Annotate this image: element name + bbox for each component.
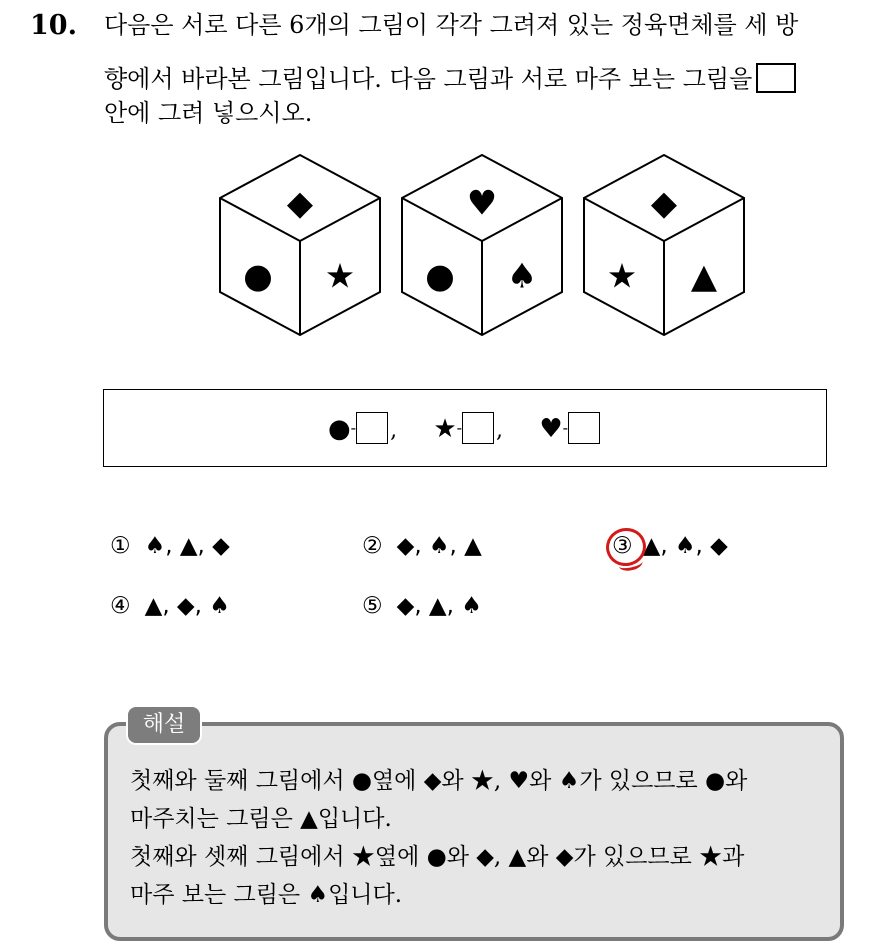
cube-top-face-symbol: ◆ [650, 183, 678, 224]
pair-dash: - [350, 418, 357, 437]
choice-text: ◆, ▲, ♠ [396, 593, 482, 619]
pair-heart [539, 410, 602, 449]
choice-number: ② [362, 533, 383, 559]
answer-blank-3[interactable] [568, 412, 600, 444]
answer-blank-1[interactable] [356, 412, 388, 444]
choice-4[interactable] [110, 590, 230, 622]
choice-text: ▲, ◆, ♠ [144, 593, 230, 619]
cube-right-face-symbol: ★ [324, 256, 356, 297]
pair-comma: , [496, 418, 504, 443]
cube-3 [584, 155, 744, 335]
question-text-line-1: 다음은 서로 다른 6개의 그림이 각각 그려져 있는 정육면체를 세 방 [104, 11, 799, 39]
choice-text: ◆, ♠, ▲ [396, 533, 482, 559]
answer-box [103, 389, 827, 467]
explanation-line-2: 마주치는 그림은 ▲입니다. [130, 806, 392, 832]
choice-text: ▲, ♠, ◆ [642, 533, 728, 559]
cube-top-face-symbol: ◆ [286, 183, 314, 224]
cube-top-face-symbol: ♥ [466, 183, 498, 224]
choice-number: ⑤ [362, 593, 383, 619]
pair-symbol: ♥ [539, 414, 563, 444]
choice-text: ♠, ▲, ◆ [144, 533, 230, 559]
explanation-line-1: 첫째와 둘째 그림에서 ●옆에 ◆와 ★, ♥와 ♠가 있으므로 ●와 [130, 768, 748, 794]
explanation-line-4: 마주 보는 그림은 ♠입니다. [130, 882, 403, 908]
pair-dash: - [562, 418, 569, 437]
question-number: 10. [30, 10, 77, 41]
choice-1[interactable] [110, 530, 230, 562]
pair-comma: , [390, 418, 398, 443]
pair-symbol: ● [327, 414, 351, 444]
answer-pairs-row [104, 410, 826, 449]
answer-blank-2[interactable] [462, 412, 494, 444]
cube-left-face-symbol: ● [243, 256, 273, 297]
question-text-line-3: 안에 그려 넣으시오. [104, 99, 313, 127]
choice-5[interactable] [362, 590, 482, 622]
pair-dash: - [456, 418, 463, 437]
choice-2[interactable] [362, 530, 482, 562]
choice-number: ④ [110, 593, 131, 619]
cube-left-face-symbol: ★ [606, 256, 638, 297]
cube-right-face-symbol: ♠ [506, 256, 538, 297]
explanation-text [130, 762, 747, 914]
pair-circle [328, 410, 397, 449]
explanation-line-3: 첫째와 셋째 그림에서 ★옆에 ●와 ◆, ▲와 ◆가 있으므로 ★과 [130, 844, 745, 870]
cube-right-face-symbol: ▲ [690, 256, 718, 297]
question-text-line-2-text: 향에서 바라본 그림입니다. 다음 그림과 서로 마주 보는 그림을 [104, 65, 753, 93]
choice-number: ① [110, 533, 131, 559]
pair-symbol: ★ [433, 414, 457, 444]
cube-left-face-symbol: ● [425, 256, 455, 297]
explanation-box [104, 722, 844, 941]
cube-1 [220, 155, 380, 335]
pair-star [433, 410, 503, 449]
explanation-tag: 해설 [126, 705, 202, 745]
choice-number: ③ [612, 533, 633, 559]
cube-2 [402, 155, 562, 335]
